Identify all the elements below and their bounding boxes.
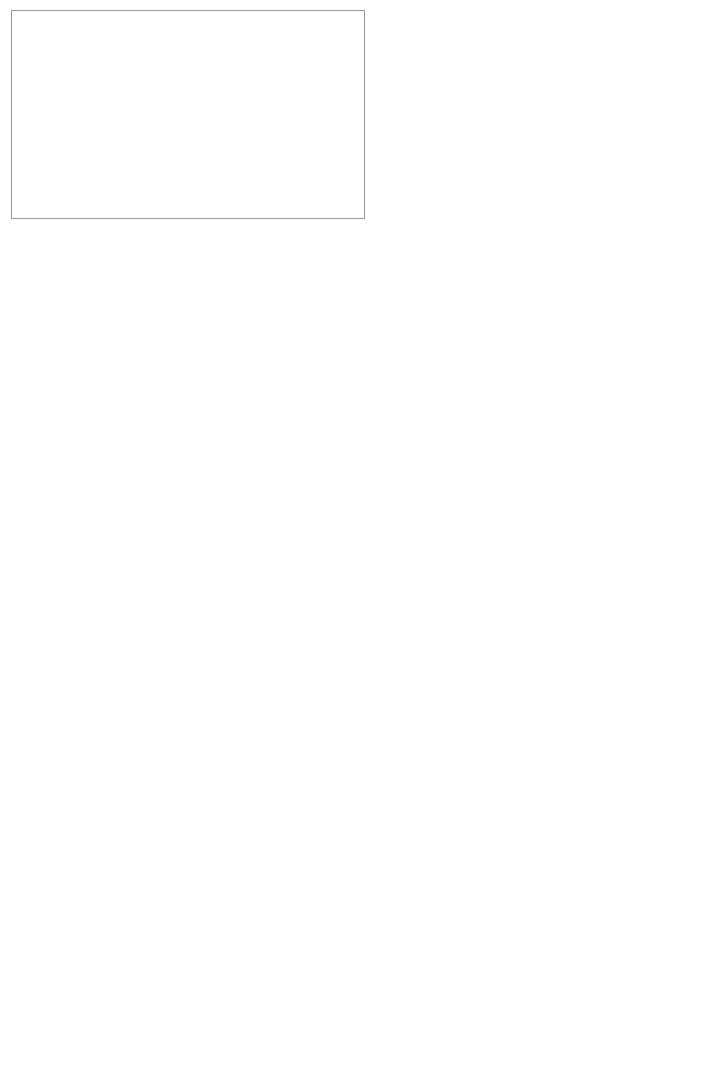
connector-face-c01: [12, 11, 365, 219]
connector-cell-c01: [11, 10, 365, 219]
